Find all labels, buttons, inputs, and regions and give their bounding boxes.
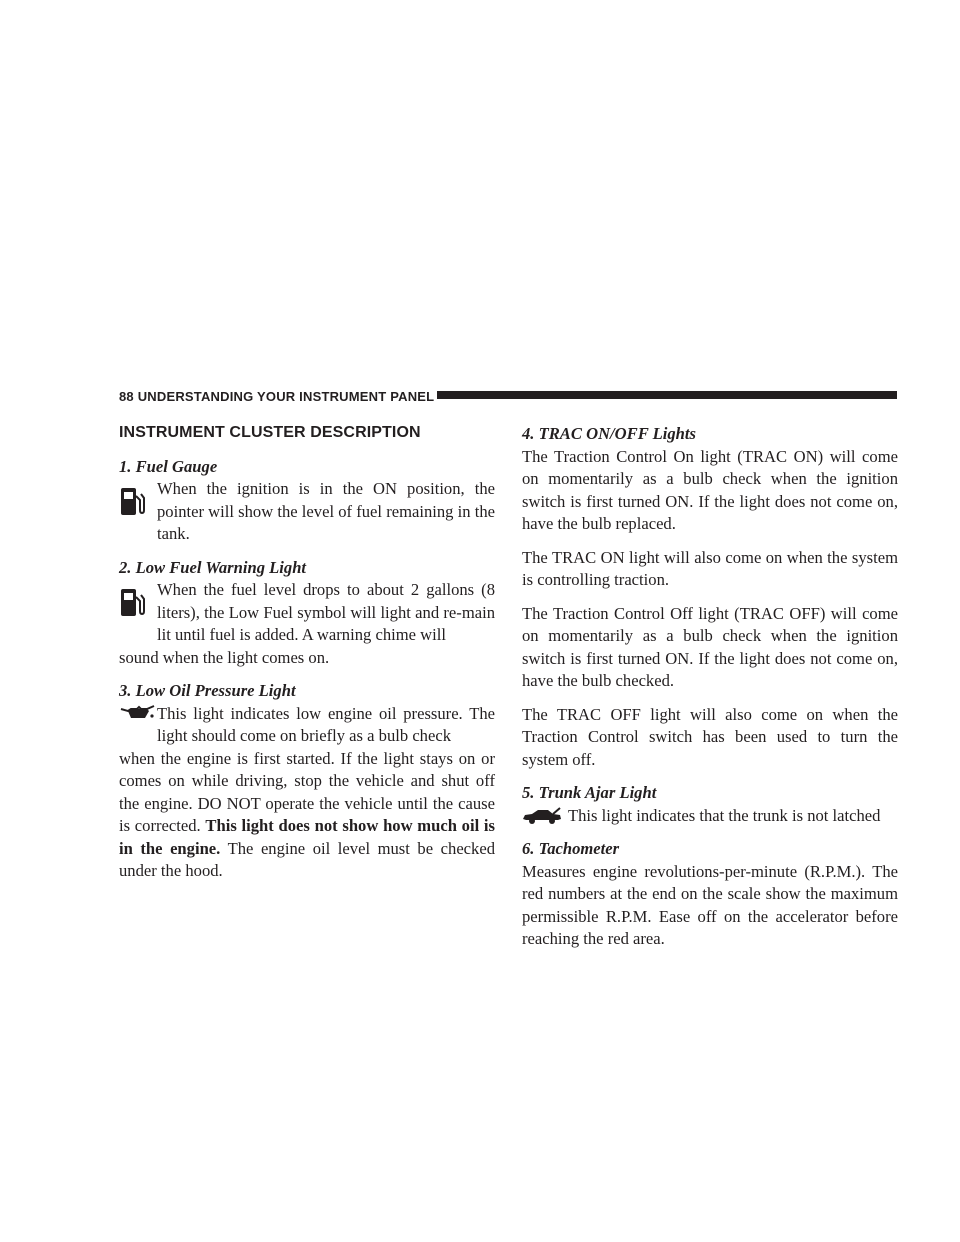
oil-pressure-block (119, 703, 495, 748)
fuel-gauge-text: When the ignition is in the ON position, the pointer will show the level of fuel remaining in the tank. (157, 479, 495, 543)
right-column (522, 423, 898, 951)
trac-paragraph-1: The Traction Control On light (TRAC ON) will come on momentarily as a bulb check when the ignition switch is first turned ON. If the light does not come on, have the bulb replaced. (522, 446, 898, 533)
oil-pressure-text: This light indicates low engine oil pressure. The light should come on briefly as a bulb check (157, 703, 495, 745)
oil-tail-end: The engine oil level must be checked under the hood. (119, 838, 496, 880)
low-fuel-block (119, 579, 495, 647)
fuel-gauge-block (119, 478, 495, 546)
trac-paragraph-3: The Traction Control Off light (TRAC OFF) will come on momentarily as a bulb check when the ignition switch is first turned ON. If the light does not come on, have the bulb checked. (522, 603, 898, 690)
header-title: UNDERSTANDING YOUR INSTRUMENT PANEL (137, 389, 435, 404)
item-title-oil-pressure: 3. Low Oil Pressure Light (119, 681, 296, 700)
oil-tail-bold: This light does not show how much oil is in the engine. (119, 816, 495, 858)
item-title-tachometer: 6. Tachometer (522, 839, 620, 858)
page-number: 88 (119, 389, 134, 404)
item-title-trunk-ajar: 5. Trunk Ajar Light (522, 783, 657, 802)
low-fuel-text: When the fuel level drops to about 2 gallons (8 liters), the Low Fuel symbol will light and re-main lit until fuel is added. A warning chime will (157, 580, 495, 644)
oil-pressure-tail (119, 748, 495, 883)
oil-tail-plain: when the engine is first started. If the light stays on or comes on while driving, stop the vehicle and shut off the engine. DO NOT operate the vehicle until the cause is corrected. (119, 748, 495, 835)
item-title-low-fuel: 2. Low Fuel Warning Light (119, 557, 307, 577)
trac-paragraph-4: The TRAC OFF light will also come on when the Traction Control switch has been used to turn the system off. (522, 704, 898, 769)
fuel-pump-icon (119, 486, 145, 518)
fuel-pump-icon (119, 587, 145, 619)
trunk-ajar-text: This light indicates that the trunk is not latched (568, 805, 881, 825)
trunk-ajar-block (522, 805, 898, 828)
trac-paragraph-2: The TRAC ON light will also come on when the system is controlling traction. (522, 547, 898, 589)
section-title: INSTRUMENT CLUSTER DESCRIPTION (119, 424, 421, 441)
item-title-fuel-gauge: 1. Fuel Gauge (119, 456, 218, 476)
left-column (119, 420, 495, 883)
item-title-trac: 4. TRAC ON/OFF Lights (522, 424, 696, 443)
page-header (119, 388, 897, 408)
oil-can-icon (119, 705, 155, 721)
car-trunk-icon (522, 807, 562, 825)
low-fuel-tail: sound when the light comes on. (119, 647, 330, 667)
header-text (119, 389, 434, 404)
header-rule (437, 391, 897, 399)
tachometer-paragraph: Measures engine revolutions-per-minute (R.P.M.). The red numbers at the end on the scale show the maximum permissible R.P.M. Ease off on the accelerator before reaching the red area. (522, 861, 898, 948)
